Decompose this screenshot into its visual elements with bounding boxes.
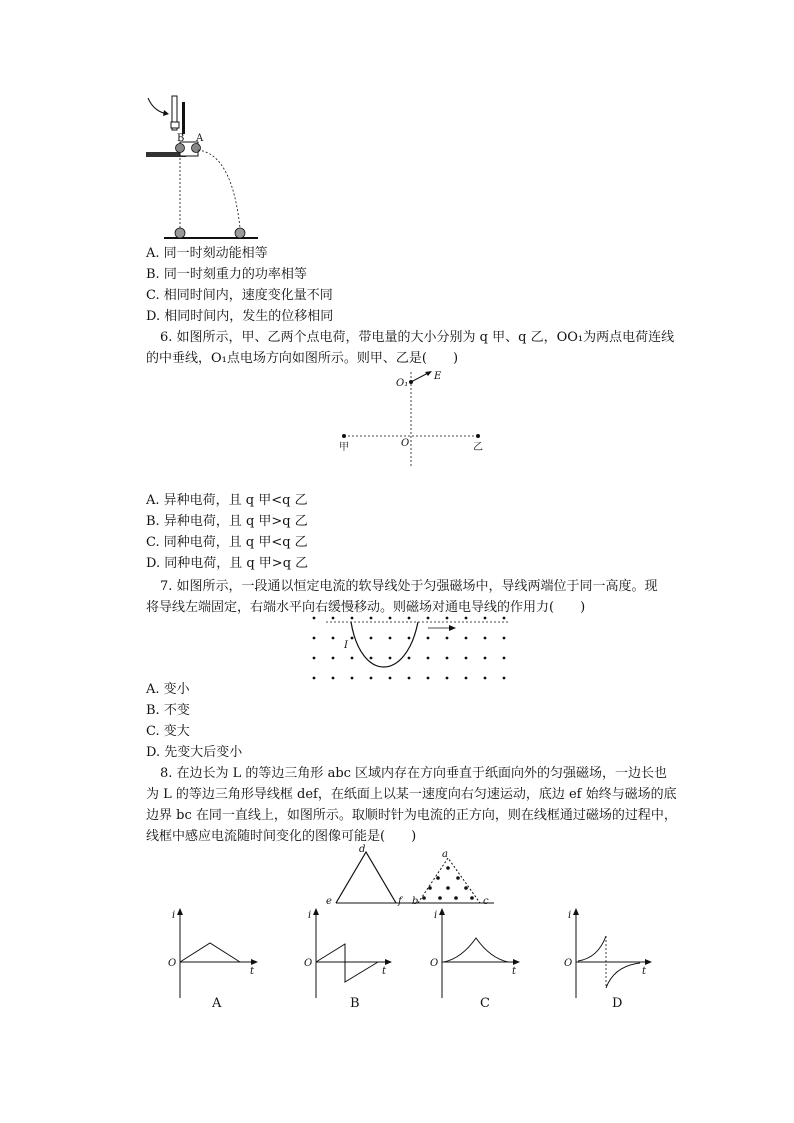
q8-figure — [324, 844, 504, 908]
field-dot — [446, 617, 449, 620]
q8-graph-c-yaxis: i — [434, 910, 438, 921]
field-dot — [332, 677, 335, 680]
field-dot — [408, 677, 411, 680]
field-dot — [465, 617, 468, 620]
field-dot — [427, 677, 430, 680]
field-dot — [436, 876, 440, 880]
field-dot — [332, 617, 335, 620]
q8-graph-b-origin: O — [304, 958, 313, 969]
q5-option-a: A. 同一时刻动能相等 — [146, 246, 268, 261]
q8-graph-b-label: B — [350, 996, 360, 1011]
q7-label-current: I — [344, 640, 348, 651]
field-dot — [427, 637, 430, 640]
q5-option-d: D. 相同时间内，发生的位移相同 — [146, 309, 334, 324]
field-dot — [503, 677, 506, 680]
field-dot — [389, 617, 392, 620]
field-dot — [503, 617, 506, 620]
q7-option-d: D. 先变大后变小 — [146, 745, 243, 760]
field-dot — [389, 657, 392, 660]
q8-graph-a-xaxis: t — [250, 966, 255, 977]
field-dot — [484, 677, 487, 680]
q8-label-d: d — [359, 844, 366, 855]
field-dot — [332, 657, 335, 660]
q6-label-jia: 甲 — [339, 442, 349, 453]
field-dot — [484, 637, 487, 640]
q8-graph-c-label: C — [480, 996, 490, 1011]
field-dot — [351, 637, 354, 640]
field-dot — [313, 677, 316, 680]
field-dot — [313, 657, 316, 660]
q7-option-c: C. 变大 — [146, 724, 190, 739]
field-dot — [446, 637, 449, 640]
q8-label-b: b — [412, 896, 419, 907]
field-dot — [503, 637, 506, 640]
q7-option-a: A. 变小 — [146, 682, 190, 697]
q6-stem-line2: 的中垂线，O₁点电场方向如图所示。则甲、乙是( ) — [146, 351, 459, 366]
field-dot — [465, 657, 468, 660]
field-dot — [438, 896, 442, 900]
field-dot — [370, 637, 373, 640]
q8-graph-a-yaxis: i — [172, 910, 176, 921]
q8-graph-b-yaxis: i — [308, 910, 312, 921]
field-dot — [465, 677, 468, 680]
field-dot — [313, 637, 316, 640]
field-dot — [470, 896, 474, 900]
field-dot — [408, 617, 411, 620]
q8-graph-b-xaxis: t — [382, 966, 387, 977]
field-dot — [446, 886, 450, 890]
q6-option-b: B. 异种电荷，且 q 甲>q 乙 — [146, 514, 308, 529]
q8-stem-line3: 边界 bc 在同一直线上，如图所示。取顺时针为电流的正方向，则在线框通过磁场的过程中， — [146, 808, 677, 823]
q7-option-b: B. 不变 — [146, 703, 190, 718]
q6-option-d: D. 同种电荷，且 q 甲>q 乙 — [146, 556, 309, 571]
field-dot — [408, 657, 411, 660]
q8-stem-line1: 8. 在边长为 L 的等边三角形 abc 区域内存在方向垂直于纸面向外的匀强磁场，一边长也 — [160, 766, 668, 781]
q8-graph-d-yaxis: i — [568, 910, 572, 921]
field-dot — [370, 657, 373, 660]
q7-stem-line2: 将导线左端固定，右端水平向右缓慢移动。则磁场对通电导线的作用力( ) — [146, 600, 586, 615]
q8-graph-d-xaxis: t — [642, 966, 647, 977]
field-dot — [313, 617, 316, 620]
q8-stem-line2: 为 L 的等边三角形导线框 def，在纸面上以某一速度向右匀速运动，底边 ef 始终与磁场的底 — [146, 787, 677, 802]
field-dot — [351, 677, 354, 680]
q7-stem-line1: 7. 如图所示，一段通以恒定电流的软导线处于匀强磁场中，导线两端位于同一高度。现 — [160, 579, 658, 594]
q8-graph-c — [428, 906, 528, 1002]
field-dot — [456, 876, 460, 880]
field-dot — [389, 677, 392, 680]
q6-stem-line1: 6. 如图所示，甲、乙两个点电荷，带电量的大小分别为 q 甲、q 乙，OO₁为两点电荷连线 — [160, 330, 675, 345]
field-dot — [484, 657, 487, 660]
field-dot — [370, 617, 373, 620]
q8-graph-a-label: A — [212, 996, 222, 1011]
field-dot — [332, 637, 335, 640]
field-dot — [351, 617, 354, 620]
field-dot — [422, 896, 426, 900]
field-dot — [446, 866, 450, 870]
field-dot — [446, 677, 449, 680]
q6-label-o: O — [401, 438, 410, 449]
q8-graph-a-origin: O — [168, 958, 177, 969]
q6-option-a: A. 异种电荷，且 q 甲<q 乙 — [146, 493, 308, 508]
q8-graph-d-label: D — [612, 996, 623, 1011]
field-dot — [465, 637, 468, 640]
q5-label-a: A — [196, 133, 204, 144]
q6-figure — [330, 366, 500, 476]
q8-label-f: f — [398, 896, 402, 907]
field-dot — [370, 677, 373, 680]
q8-stem-line4: 线框中感应电流随时间变化的图像可能是( ) — [146, 829, 417, 844]
q8-graph-b — [302, 906, 402, 1002]
field-dot — [389, 637, 392, 640]
q6-option-c: C. 同种电荷，且 q 甲<q 乙 — [146, 535, 308, 550]
q7-figure — [306, 612, 516, 682]
q6-label-o1: O₁ — [396, 378, 409, 389]
q6-label-e: E — [434, 371, 442, 382]
field-dot — [408, 637, 411, 640]
field-dot — [484, 617, 487, 620]
field-dot — [454, 896, 458, 900]
q5-option-c: C. 相同时间内，速度变化量不同 — [146, 288, 333, 303]
q5-option-b: B. 同一时刻重力的功率相等 — [146, 267, 307, 282]
q8-label-a: a — [442, 849, 448, 860]
q8-label-e: e — [326, 896, 332, 907]
field-dot — [428, 886, 432, 890]
field-dot — [427, 657, 430, 660]
q8-graph-d — [562, 906, 662, 1002]
field-dot — [427, 617, 430, 620]
q8-graph-c-origin: O — [430, 958, 439, 969]
q8-label-c: c — [483, 896, 489, 907]
field-dot — [446, 657, 449, 660]
field-dot — [503, 657, 506, 660]
q5-figure — [140, 92, 260, 242]
q6-label-yi: 乙 — [473, 442, 483, 453]
q5-label-b: B — [177, 133, 185, 144]
field-dot — [464, 886, 468, 890]
q8-graph-d-origin: O — [564, 958, 573, 969]
q8-graph-a — [166, 906, 266, 1002]
field-dot — [351, 657, 354, 660]
q8-graph-c-xaxis: t — [512, 966, 517, 977]
